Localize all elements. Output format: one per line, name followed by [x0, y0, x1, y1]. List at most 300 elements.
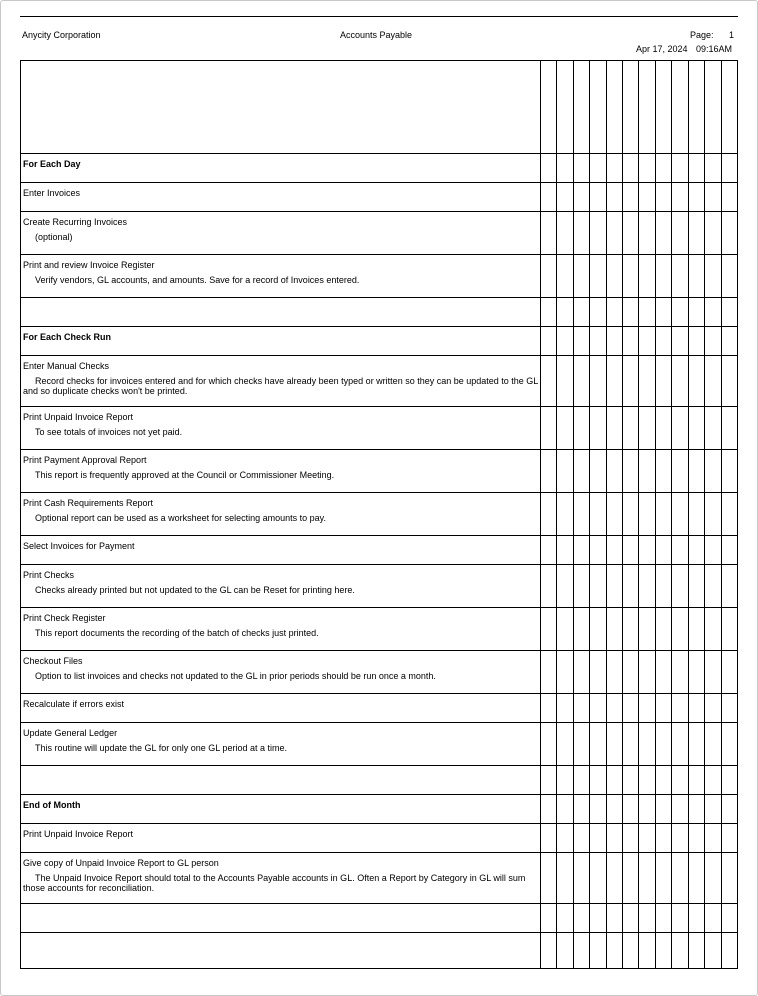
check-box-cell[interactable]	[639, 407, 655, 450]
check-box-cell[interactable]	[688, 183, 704, 212]
check-box-cell[interactable]	[541, 565, 557, 608]
check-box-cell[interactable]	[688, 493, 704, 536]
task-cell	[21, 493, 541, 536]
check-box-cell[interactable]	[590, 327, 606, 356]
check-box-cell[interactable]	[639, 904, 655, 933]
check-box-cell[interactable]	[623, 536, 639, 565]
check-box-cell[interactable]	[606, 853, 622, 904]
check-box-cell[interactable]	[557, 154, 573, 183]
check-box-cell[interactable]	[655, 536, 671, 565]
check-box-cell[interactable]	[655, 651, 671, 694]
check-box-cell[interactable]	[623, 651, 639, 694]
check-box-cell[interactable]	[541, 904, 557, 933]
check-box-cell[interactable]	[590, 154, 606, 183]
check-box-cell[interactable]	[688, 407, 704, 450]
check-box-cell[interactable]	[688, 327, 704, 356]
task-cell	[21, 651, 541, 694]
check-box-cell[interactable]	[688, 651, 704, 694]
check-box-cell[interactable]	[688, 608, 704, 651]
check-box-cell[interactable]	[606, 407, 622, 450]
check-box-cell[interactable]	[721, 183, 737, 212]
check-box-cell[interactable]	[573, 298, 589, 327]
check-box-cell[interactable]	[573, 766, 589, 795]
check-box-cell[interactable]	[639, 853, 655, 904]
check-box-cell[interactable]	[573, 327, 589, 356]
check-box-cell[interactable]	[655, 154, 671, 183]
task-cell	[21, 327, 541, 356]
check-box-cell[interactable]	[606, 327, 622, 356]
check-box-cell[interactable]	[639, 608, 655, 651]
check-box-cell[interactable]	[541, 694, 557, 723]
check-box-cell[interactable]	[573, 407, 589, 450]
check-box-cell[interactable]	[639, 766, 655, 795]
section-heading: For Each Day	[23, 159, 81, 169]
check-box-cell[interactable]	[688, 904, 704, 933]
check-box-cell[interactable]	[721, 565, 737, 608]
check-box-cell[interactable]	[688, 795, 704, 824]
check-box-cell[interactable]	[573, 795, 589, 824]
check-box-cell[interactable]	[672, 255, 688, 298]
check-box-cell[interactable]	[573, 255, 589, 298]
check-box-cell[interactable]	[655, 450, 671, 493]
check-box-cell[interactable]	[623, 327, 639, 356]
check-box-cell[interactable]	[639, 651, 655, 694]
task-row	[21, 356, 738, 407]
check-box-cell[interactable]	[721, 904, 737, 933]
check-box-cell[interactable]	[623, 407, 639, 450]
check-box-cell[interactable]	[573, 651, 589, 694]
check-box-cell[interactable]	[557, 255, 573, 298]
check-box-cell[interactable]	[705, 154, 721, 183]
check-box-cell[interactable]	[606, 904, 622, 933]
check-box-cell[interactable]	[705, 565, 721, 608]
check-box-cell[interactable]	[541, 61, 557, 154]
check-box-cell[interactable]	[573, 536, 589, 565]
check-box-cell[interactable]	[721, 766, 737, 795]
check-box-cell[interactable]	[672, 298, 688, 327]
check-box-cell[interactable]	[705, 723, 721, 766]
check-box-cell[interactable]	[573, 933, 589, 969]
check-box-cell[interactable]	[721, 450, 737, 493]
check-box-cell[interactable]	[672, 407, 688, 450]
check-box-cell[interactable]	[557, 298, 573, 327]
check-box-cell[interactable]	[573, 183, 589, 212]
check-box-cell[interactable]	[721, 407, 737, 450]
check-box-cell[interactable]	[655, 795, 671, 824]
check-box-cell[interactable]	[688, 298, 704, 327]
check-box-cell[interactable]	[573, 608, 589, 651]
check-box-cell[interactable]	[606, 723, 622, 766]
task-cell	[21, 255, 541, 298]
check-box-cell[interactable]	[688, 61, 704, 154]
check-box-cell[interactable]	[623, 493, 639, 536]
check-box-cell[interactable]	[557, 853, 573, 904]
check-box-cell[interactable]	[688, 212, 704, 255]
check-box-cell[interactable]	[557, 824, 573, 853]
check-box-cell[interactable]	[606, 356, 622, 407]
check-box-cell[interactable]	[606, 933, 622, 969]
check-box-cell[interactable]	[705, 795, 721, 824]
section-heading: For Each Check Run	[23, 332, 112, 342]
check-box-cell[interactable]	[721, 298, 737, 327]
check-box-cell[interactable]	[705, 255, 721, 298]
check-box-cell[interactable]	[721, 694, 737, 723]
check-box-cell[interactable]	[590, 723, 606, 766]
check-box-cell[interactable]	[606, 298, 622, 327]
check-box-cell[interactable]	[623, 766, 639, 795]
check-box-cell[interactable]	[557, 694, 573, 723]
check-box-cell[interactable]	[721, 651, 737, 694]
check-box-cell[interactable]	[639, 493, 655, 536]
check-box-cell[interactable]	[590, 450, 606, 493]
check-box-cell[interactable]	[590, 853, 606, 904]
check-box-cell[interactable]	[623, 183, 639, 212]
check-box-cell[interactable]	[557, 565, 573, 608]
check-box-cell[interactable]	[639, 61, 655, 154]
report-title: Accounts Payable	[340, 30, 413, 40]
check-box-cell[interactable]	[721, 933, 737, 969]
check-box-cell[interactable]	[672, 795, 688, 824]
check-box-cell[interactable]	[590, 536, 606, 565]
check-box-cell[interactable]	[541, 255, 557, 298]
check-box-cell[interactable]	[655, 327, 671, 356]
check-box-cell[interactable]	[590, 407, 606, 450]
check-box-cell[interactable]	[623, 450, 639, 493]
check-box-cell[interactable]	[655, 904, 671, 933]
check-box-cell[interactable]	[557, 933, 573, 969]
check-box-cell[interactable]	[721, 327, 737, 356]
check-box-cell[interactable]	[623, 694, 639, 723]
check-box-cell[interactable]	[639, 694, 655, 723]
check-box-cell[interactable]	[541, 651, 557, 694]
check-box-cell[interactable]	[541, 493, 557, 536]
check-box-cell[interactable]	[705, 212, 721, 255]
check-box-cell[interactable]	[606, 255, 622, 298]
check-box-cell[interactable]	[655, 766, 671, 795]
check-box-cell[interactable]	[590, 824, 606, 853]
check-box-cell[interactable]	[573, 493, 589, 536]
check-box-cell[interactable]	[688, 694, 704, 723]
check-box-cell[interactable]	[541, 824, 557, 853]
check-box-cell[interactable]	[541, 933, 557, 969]
task-label: Update General Ledger	[23, 728, 118, 738]
check-box-cell[interactable]	[721, 356, 737, 407]
check-box-cell[interactable]	[590, 255, 606, 298]
check-box-cell[interactable]	[557, 766, 573, 795]
check-box-cell[interactable]	[590, 608, 606, 651]
check-box-cell[interactable]	[688, 766, 704, 795]
check-box-cell[interactable]	[688, 536, 704, 565]
check-box-cell[interactable]	[557, 651, 573, 694]
check-box-cell[interactable]	[557, 536, 573, 565]
check-box-cell[interactable]	[655, 212, 671, 255]
check-box-cell[interactable]	[573, 61, 589, 154]
check-box-cell[interactable]	[606, 694, 622, 723]
check-box-cell[interactable]	[590, 933, 606, 969]
check-box-cell[interactable]	[606, 493, 622, 536]
check-box-cell[interactable]	[639, 536, 655, 565]
check-box-cell[interactable]	[655, 853, 671, 904]
check-box-cell[interactable]	[623, 853, 639, 904]
check-box-cell[interactable]	[541, 407, 557, 450]
check-box-cell[interactable]	[541, 450, 557, 493]
check-box-cell[interactable]	[606, 795, 622, 824]
check-box-cell[interactable]	[705, 853, 721, 904]
check-box-cell[interactable]	[639, 154, 655, 183]
check-box-cell[interactable]	[623, 154, 639, 183]
check-box-cell[interactable]	[541, 183, 557, 212]
check-box-cell[interactable]	[590, 766, 606, 795]
check-box-cell[interactable]	[672, 933, 688, 969]
check-box-cell[interactable]	[573, 212, 589, 255]
check-box-cell[interactable]	[541, 723, 557, 766]
check-box-cell[interactable]	[639, 183, 655, 212]
check-box-cell[interactable]	[606, 766, 622, 795]
check-box-cell[interactable]	[573, 723, 589, 766]
check-box-cell[interactable]	[639, 824, 655, 853]
check-box-cell[interactable]	[721, 154, 737, 183]
check-box-cell[interactable]	[705, 298, 721, 327]
check-box-cell[interactable]	[655, 933, 671, 969]
check-box-cell[interactable]	[672, 651, 688, 694]
check-box-cell[interactable]	[623, 933, 639, 969]
check-box-cell[interactable]	[705, 493, 721, 536]
check-box-cell[interactable]	[705, 824, 721, 853]
check-box-cell[interactable]	[655, 565, 671, 608]
check-box-cell[interactable]	[639, 212, 655, 255]
check-box-cell[interactable]	[557, 723, 573, 766]
check-box-cell[interactable]	[573, 356, 589, 407]
check-box-cell[interactable]	[573, 853, 589, 904]
check-box-cell[interactable]	[705, 904, 721, 933]
check-box-cell[interactable]	[672, 183, 688, 212]
check-box-cell[interactable]	[688, 154, 704, 183]
check-box-cell[interactable]	[639, 356, 655, 407]
task-row	[21, 608, 738, 651]
check-box-cell[interactable]	[672, 154, 688, 183]
check-box-cell[interactable]	[705, 933, 721, 969]
task-label: Create Recurring Invoices	[23, 217, 128, 227]
check-box-cell[interactable]	[705, 651, 721, 694]
check-box-cell[interactable]	[606, 154, 622, 183]
check-box-cell[interactable]	[606, 450, 622, 493]
check-box-cell[interactable]	[655, 493, 671, 536]
check-box-cell[interactable]	[639, 298, 655, 327]
check-box-cell[interactable]	[573, 154, 589, 183]
check-box-cell[interactable]	[557, 450, 573, 493]
check-box-cell[interactable]	[590, 694, 606, 723]
check-box-cell[interactable]	[590, 298, 606, 327]
check-box-cell[interactable]	[623, 356, 639, 407]
check-box-cell[interactable]	[541, 853, 557, 904]
check-box-cell[interactable]	[705, 536, 721, 565]
check-box-cell[interactable]	[623, 795, 639, 824]
check-box-cell[interactable]	[573, 824, 589, 853]
check-box-cell[interactable]	[688, 933, 704, 969]
section-row	[21, 154, 738, 183]
check-box-cell[interactable]	[573, 694, 589, 723]
task-row	[21, 450, 738, 493]
check-box-cell[interactable]	[721, 608, 737, 651]
check-box-cell[interactable]	[606, 651, 622, 694]
check-box-cell[interactable]	[541, 356, 557, 407]
check-box-cell[interactable]	[655, 694, 671, 723]
check-box-cell[interactable]	[705, 61, 721, 154]
check-box-cell[interactable]	[541, 327, 557, 356]
task-note: This report is frequently approved at the Council or Commissioner Meeting.	[35, 469, 335, 480]
check-box-cell[interactable]	[705, 766, 721, 795]
check-box-cell[interactable]	[672, 608, 688, 651]
check-box-cell[interactable]	[623, 824, 639, 853]
check-box-cell[interactable]	[639, 327, 655, 356]
check-box-cell[interactable]	[541, 536, 557, 565]
check-box-cell[interactable]	[721, 723, 737, 766]
check-box-cell[interactable]	[557, 493, 573, 536]
check-box-cell[interactable]	[705, 450, 721, 493]
check-box-cell[interactable]	[557, 904, 573, 933]
check-box-cell[interactable]	[688, 824, 704, 853]
check-box-cell[interactable]	[606, 608, 622, 651]
task-cell	[21, 608, 541, 651]
check-box-cell[interactable]	[688, 565, 704, 608]
check-box-cell[interactable]	[541, 795, 557, 824]
check-box-cell[interactable]	[672, 450, 688, 493]
check-box-cell[interactable]	[573, 565, 589, 608]
check-box-cell[interactable]	[672, 61, 688, 154]
check-box-cell[interactable]	[639, 795, 655, 824]
check-box-cell[interactable]	[557, 407, 573, 450]
check-box-cell[interactable]	[573, 904, 589, 933]
check-box-cell[interactable]	[655, 61, 671, 154]
check-box-cell[interactable]	[606, 212, 622, 255]
check-box-cell[interactable]	[623, 723, 639, 766]
check-box-cell[interactable]	[672, 212, 688, 255]
check-box-cell[interactable]	[672, 723, 688, 766]
task-note: Record checks for invoices entered and for which checks have already been typed or written so they can be updated to the GL and so duplicate checks won't be printed.	[23, 375, 538, 396]
check-box-cell[interactable]	[672, 853, 688, 904]
check-box-cell[interactable]	[639, 565, 655, 608]
check-box-cell[interactable]	[705, 694, 721, 723]
check-box-cell[interactable]	[590, 183, 606, 212]
task-label: Select Invoices for Payment	[23, 541, 135, 551]
check-box-cell[interactable]	[672, 565, 688, 608]
task-label: Enter Invoices	[23, 188, 81, 198]
check-box-cell[interactable]	[688, 356, 704, 407]
check-box-cell[interactable]	[541, 298, 557, 327]
check-box-cell[interactable]	[655, 407, 671, 450]
check-box-cell[interactable]	[590, 356, 606, 407]
task-cell	[21, 450, 541, 493]
task-note: Verify vendors, GL accounts, and amounts. Save for a record of Invoices entered.	[35, 274, 360, 285]
check-box-cell[interactable]	[606, 536, 622, 565]
check-box-cell[interactable]	[655, 608, 671, 651]
check-box-cell[interactable]	[655, 723, 671, 766]
check-box-cell[interactable]	[573, 450, 589, 493]
check-box-cell[interactable]	[557, 795, 573, 824]
check-box-cell[interactable]	[623, 904, 639, 933]
check-box-cell[interactable]	[557, 183, 573, 212]
check-box-cell[interactable]	[623, 61, 639, 154]
check-box-cell[interactable]	[557, 356, 573, 407]
check-box-cell[interactable]	[688, 255, 704, 298]
check-box-cell[interactable]	[590, 651, 606, 694]
task-row	[21, 651, 738, 694]
check-box-cell[interactable]	[721, 255, 737, 298]
check-box-cell[interactable]	[672, 327, 688, 356]
check-box-cell[interactable]	[721, 824, 737, 853]
check-box-cell[interactable]	[655, 183, 671, 212]
page-label: Page:	[690, 30, 714, 40]
check-box-cell[interactable]	[541, 766, 557, 795]
check-box-cell[interactable]	[721, 493, 737, 536]
check-box-cell[interactable]	[655, 824, 671, 853]
check-box-cell[interactable]	[590, 795, 606, 824]
check-box-cell[interactable]	[639, 933, 655, 969]
section-heading: End of Month	[23, 800, 81, 810]
check-box-cell[interactable]	[541, 608, 557, 651]
check-box-cell[interactable]	[557, 608, 573, 651]
check-box-cell[interactable]	[639, 723, 655, 766]
check-box-cell[interactable]	[541, 212, 557, 255]
check-box-cell[interactable]	[672, 824, 688, 853]
check-box-cell[interactable]	[623, 565, 639, 608]
check-box-cell[interactable]	[541, 154, 557, 183]
check-box-cell[interactable]	[721, 61, 737, 154]
check-box-cell[interactable]	[590, 904, 606, 933]
check-box-cell[interactable]	[672, 536, 688, 565]
check-box-cell[interactable]	[557, 212, 573, 255]
check-box-cell[interactable]	[688, 450, 704, 493]
check-box-cell[interactable]	[590, 565, 606, 608]
check-box-cell[interactable]	[721, 212, 737, 255]
check-box-cell[interactable]	[672, 904, 688, 933]
check-box-cell[interactable]	[721, 853, 737, 904]
check-box-cell[interactable]	[655, 298, 671, 327]
check-box-cell[interactable]	[655, 356, 671, 407]
check-box-cell[interactable]	[705, 407, 721, 450]
check-box-cell[interactable]	[557, 61, 573, 154]
check-box-cell[interactable]	[705, 183, 721, 212]
check-box-cell[interactable]	[672, 356, 688, 407]
check-box-cell[interactable]	[705, 356, 721, 407]
check-box-cell[interactable]	[721, 536, 737, 565]
check-box-cell[interactable]	[590, 61, 606, 154]
check-box-cell[interactable]	[705, 327, 721, 356]
check-box-cell[interactable]	[606, 824, 622, 853]
check-box-cell[interactable]	[721, 795, 737, 824]
task-row	[21, 212, 738, 255]
check-box-cell[interactable]	[557, 327, 573, 356]
check-box-cell[interactable]	[639, 450, 655, 493]
check-box-cell[interactable]	[606, 61, 622, 154]
check-box-cell[interactable]	[623, 255, 639, 298]
check-box-cell[interactable]	[623, 608, 639, 651]
check-box-cell[interactable]	[623, 212, 639, 255]
check-box-cell[interactable]	[590, 493, 606, 536]
check-box-cell[interactable]	[590, 212, 606, 255]
check-box-cell[interactable]	[672, 694, 688, 723]
check-box-cell[interactable]	[655, 255, 671, 298]
check-box-cell[interactable]	[623, 298, 639, 327]
check-box-cell[interactable]	[639, 255, 655, 298]
check-box-cell[interactable]	[606, 183, 622, 212]
check-box-cell[interactable]	[672, 493, 688, 536]
check-box-cell[interactable]	[688, 723, 704, 766]
check-box-cell[interactable]	[705, 608, 721, 651]
check-box-cell[interactable]	[672, 766, 688, 795]
check-box-cell[interactable]	[688, 853, 704, 904]
check-box-cell[interactable]	[606, 565, 622, 608]
